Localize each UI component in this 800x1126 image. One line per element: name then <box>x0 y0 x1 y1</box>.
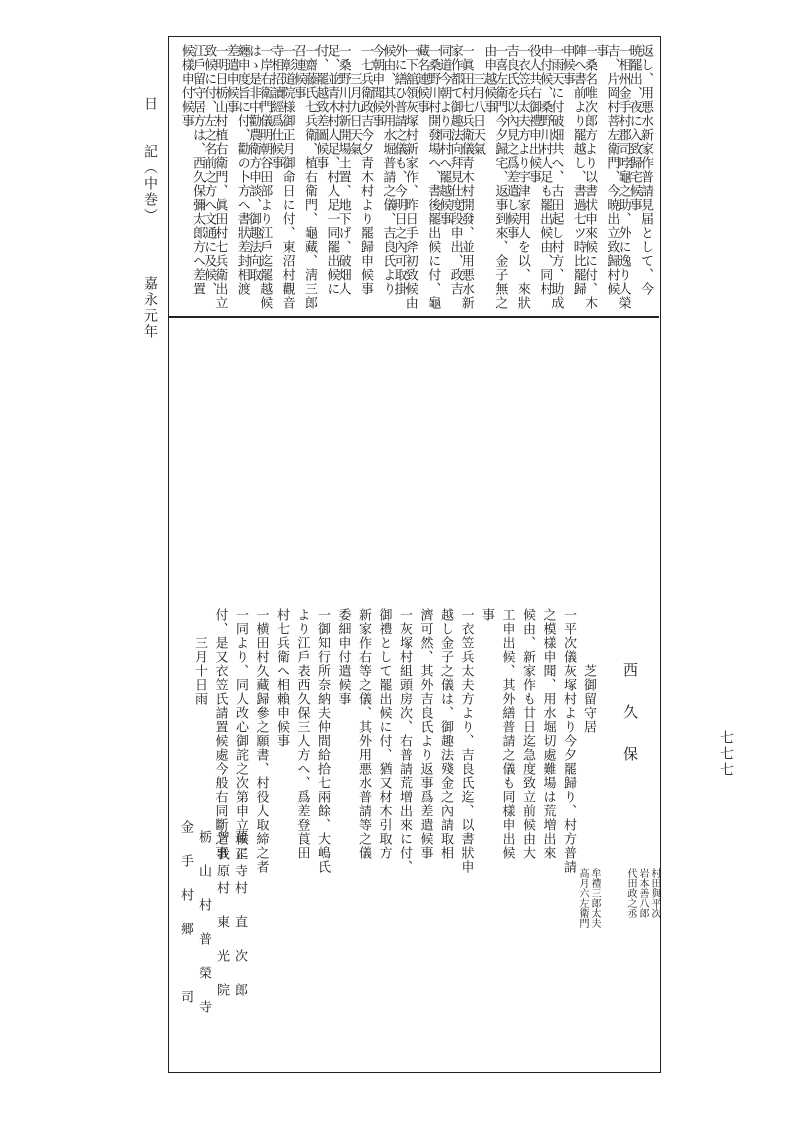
text-column: 召連候事 <box>290 44 306 100</box>
recipient-name: 牟禮三郎太夫 <box>589 868 600 928</box>
text-column: 一雨天に付破畑共へ、古田起し村方、助成 <box>548 44 564 310</box>
text-column: 一横田村久藏歸參之願書、村役人取締之者 <box>253 608 269 874</box>
text-column: 差遣申候事 <box>223 44 239 114</box>
text-column: 付、罷越致差圖候事 <box>313 44 329 170</box>
text-column: 事 <box>479 608 494 622</box>
recipient-name: 高月六左衛門 <box>577 868 588 928</box>
text-column: 委細申付遣候事 <box>335 608 351 706</box>
signature-name: 栃 山 村 普 榮 寺 <box>196 830 211 1017</box>
text-column: 一衣笠兵太夫方より宇津家用人を以、來狀 <box>514 44 530 310</box>
text-column: 一明日栃山村植右衛門、眞田村七兵衛出立 <box>212 44 228 310</box>
recipient-name: 岩本善八郎 <box>637 868 648 918</box>
text-column: 足、並青木村人足、村人足一同罷出候に <box>324 44 340 296</box>
text-column: 付、是又衣笠氏請置候處今般右同斷之事 <box>212 608 228 860</box>
text-column: 三月八日天氣 <box>470 44 485 156</box>
recipient-place: 西 久 保 <box>621 662 639 767</box>
text-column: 候由、其外用水堀普請之儀、吉良氏より <box>380 44 396 296</box>
text-column: 一相州金手村郡司哱龜之助、外に逸り人榮 <box>615 44 631 310</box>
text-column: 一桑野川村新開場土置、地下げ、破畑人 <box>335 44 351 296</box>
text-column: 江戶留守居方は、西久保彌太郎方へ差置 <box>190 44 205 296</box>
text-column: 三月十日雨 <box>192 608 207 706</box>
running-head-era: 嘉永元年 <box>142 276 158 340</box>
text-column: 事 <box>593 44 609 58</box>
text-column: 一御知行所奈納夫仲間給拾七兩餘、大嶋氏 <box>315 608 330 874</box>
recipient-name: 村田與平次 <box>649 868 660 918</box>
text-column: 一喜左衛門今夕歸宅、返事到來、金子無之 <box>492 44 508 310</box>
text-column: 一齋藤氏七兵衛、植右衛門、龜藏、淸三郎 <box>302 44 317 310</box>
signature-name: 曾我原村 東 光 院 <box>214 830 229 1000</box>
text-column: 一七兵衛政吉今夕青木村より罷歸申候事 <box>358 44 373 296</box>
text-column: 一岸右衛門儀明朝谷田部より江戶迄罷越候 <box>257 44 273 310</box>
text-column: 一彰道院様御正月御命日に付、東沼村觀音 <box>279 44 295 310</box>
recipient-name: 代田政之丞 <box>625 868 636 918</box>
recipient-office: 芝御留守居 <box>581 664 596 734</box>
text-column: 陣へ書前より罷越し、書過七ツ時比罷歸 <box>570 44 586 296</box>
text-column: 同道今朝より同村へ罷越候事 <box>436 44 452 226</box>
text-column: 濟可然、其外吉良氏より返事爲差遣候事 <box>417 608 433 860</box>
text-column: 吉良氏を以內見之爲差遣し候事 <box>503 44 519 240</box>
text-column: 返し、用悪水新家作普請見届として、今 <box>638 44 653 296</box>
text-column: 藏名連候事 <box>414 44 429 114</box>
text-column: より江戶表西久保三人方へ、爲差登莨田 <box>294 608 310 860</box>
text-column: 今朝申聞候事 <box>369 44 385 128</box>
section-divider <box>169 316 659 318</box>
text-column: 暁罷出、夜に入致歸宅候事 <box>626 44 642 212</box>
text-column: 一下舘領灰塚村新家作、昨日手斧初致候由 <box>402 44 418 310</box>
text-column: 一平次儀灰塚村より今夕罷歸り、村方普請 <box>561 608 576 874</box>
text-column: 越し金子之儀は、御趣法殘金之內請取相 <box>438 608 453 860</box>
text-column: 候由、新家作も廿日迄急度致立前候由大 <box>520 608 535 860</box>
text-column: 致候に付、左之名前之方へ文通に及候、 <box>201 44 217 296</box>
text-column: 一灰塚村組頭房次、右普請荒增出來に付、 <box>397 608 412 874</box>
page-number: 七七七 <box>718 730 734 778</box>
text-column: 一桑野川村開發場へ、書後罷出候に付、龜 <box>425 44 441 310</box>
text-column: 家作都て御趣法向拜見仕度段申出、政吉 <box>447 44 463 296</box>
signature-name: 金 手 村 郷 司 <box>178 820 193 1007</box>
text-column: はゝ是非中勸農衛方申談、御趣法向取 <box>246 44 261 282</box>
text-column: 御禮として罷出候に付、猶又材木引取方 <box>376 608 392 860</box>
text-column: 之模樣申聞、用水堀切處難場は荒増出來 <box>540 608 556 860</box>
text-column: 新家作右等之儀、其外用悪水普請等之儀 <box>356 608 371 860</box>
text-column: 一眞田村七兵衛儀青木村開發、並用悪水新 <box>458 44 474 310</box>
text-column: 役人共右御禮申出候事 <box>526 44 541 184</box>
text-column: 一衣笠兵太夫方より、吉良氏迄、以書狀申 <box>458 608 474 874</box>
text-column: 吉、片岡村菩左衛門、今暁出立致歸村候 <box>604 44 620 296</box>
text-column: 三月九日天氣 <box>346 44 362 156</box>
text-column: 申付候、桑野川村人足も罷出候由、同村 <box>537 44 553 296</box>
signature-name: 蓮正寺村 直 次 郎 <box>232 830 247 1000</box>
text-column: 外に繕ひ普請之儀も、今明日之內可取掛 <box>391 44 407 296</box>
text-column: 工申出候、其外繕普請之儀も同樣申出候 <box>499 608 515 860</box>
text-column: 由申越候事 <box>481 44 497 114</box>
text-column: 一同より、同人改心御詫之次第申立候に <box>233 608 248 860</box>
text-column: 纏申度旨に付、勸の卜方へ書狀差封相渡 <box>234 44 250 296</box>
text-column: 寺相招讀經爲仕候事 <box>268 44 284 170</box>
text-column: 候樣申付候事 <box>178 44 194 128</box>
text-column: 一桑名唯次郎方より以書状申來候に付、木 <box>582 44 597 310</box>
text-column: 申候事 <box>559 44 575 86</box>
running-head-title: 日 記（中巻） <box>142 96 158 224</box>
text-column: 村七兵衛へ相賴申候事 <box>274 608 289 748</box>
running-head <box>140 96 160 340</box>
